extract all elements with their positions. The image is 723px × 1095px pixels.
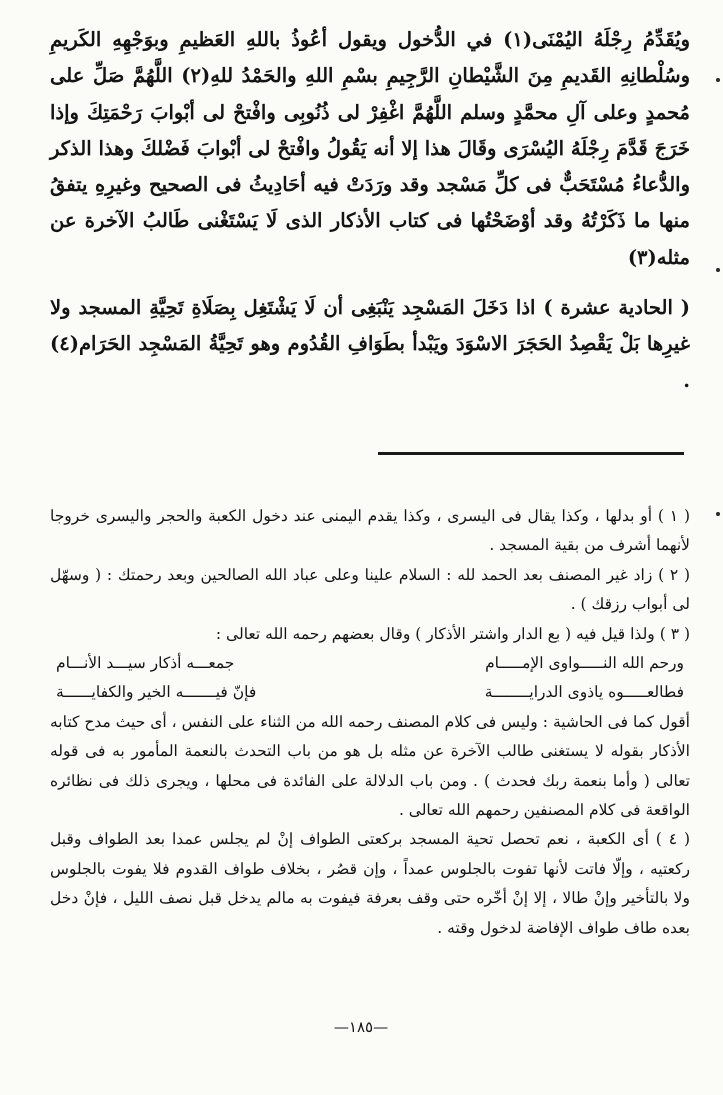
footnote-1: ( ١ ) أو بدلها ، وكذا يقال فى اليسرى ، وكذا يقدم اليمنى عند دخول الكعبة والحجر واليسرى خروجا لأنهما أشرف من بقية المسجد .	[50, 507, 690, 555]
footnotes	[50, 502, 690, 943]
footnote-4: ( ٤ ) أى الكعبة ، نعم تحصل تحية المسجد بركعتى الطواف إنْ لم يجلس عمدا بعد الطواف وقبل ركعتيه ، وإلّا فاتت لأنها تفوت بالجلوس عمداً ، وإن قصُر ، بخلاف طواف القدوم فلا يفوت بالجلوس ولا بالتأخير وإنْ طالا ، إلا إنْ أخّره حتى وقف بعرفة فيفوت به مالم يدخل قبل نصف الليل ، فإنْ دخل بعده طاف طواف الإفاضة لدخول وقته .	[50, 830, 690, 937]
footnote-3-body: أقول كما فى الحاشية : وليس فى كلام المصنف رحمه الله من الثناء على النفس ، أى حيث مدح كتابه الأذكار بقوله لا يستغنى طالب الآخرة عن مثله بل هو من باب التحدث بالنعمة المأمور به فى قوله تعالى ( وأما بنعمة ربك فحدث ) . ومن باب الدلالة على الفائدة فى محلها ، ويجرى ذلك فى نظائره الواقعة فى كلام المصنفين رحمهم الله تعالى .	[50, 712, 690, 820]
footnote-3-intro: ( ٣ ) ولذا قيل فيه ( بع الدار واشتر الأذكار ) وقال بعضهم رحمه الله تعالى :	[215, 624, 690, 643]
scan-speck	[716, 268, 720, 272]
footnote-divider	[378, 452, 684, 455]
scan-speck	[716, 78, 720, 82]
main-text	[50, 22, 690, 399]
verse-1-first-hemistich: ورحم الله النـــــواوى الإمـــــام	[485, 654, 684, 673]
verse-line-1	[50, 649, 690, 678]
main-paragraph-1: ويُقَدِّمُ رِجْلَهُ اليُمْنَى(١) في الدُّخول ويقول أعُوذُ باللهِ العَظيمِ وبوَجْهِهِ الكَريمِ وسُلْطانِهِ القَديمِ مِنَ الشَّيْطانِ الرَّجِيمِ بسْمِ اللهِ والحَمْدُ للهِ(٢) اللَّهُمَّ صَلِّ على مُحمدٍ وعلى آلِ محمَّدٍ وسلم اللَّهُمَّ اغْفِرْ لى ذُنُوبِى وافْتحْ لى أبْوابَ رَحْمَتِكَ وإذا خَرَجَ قَدَّمَ رِجْلَهُ اليُسْرَى وقَالَ هذا إلا أنه يَقُولُ وافْتحْ لى أبْوابَ فَضْلكَ وهذا الذكر والدُّعاءُ مُسْتَحَبٌّ فى كلِّ مَسْجد وقد ورَدَتْ فيه أحَادِيثُ فى الصحيح وغيرِهِ يتفقُ منها ما ذَكَرْتُهُ وقد أوْضَحْتُها فى كتاب الأذكار الذى لَا يَسْتَغْنى طَالبُ الآخرة عن مثله(٣)	[50, 28, 691, 269]
main-paragraph-2: ( الحادية عشرة ) اذا دَخَلَ المَسْجِد يَنْبَغِى أن لَا يَشْتَغِل بِصَلَاةِ تَحِيَّةِ المسجد ولا غيرِها بَلْ يَقْصِدُ الحَجَرَ الاسْوَدَ ويَبْدأ بطَوَافِ القُدُوم وهو تَحِيَّةُ المَسْجِد الحَرَام(٤) .	[50, 296, 690, 392]
verse-2-second-hemistich: فإنّ فيـــــــه الخير والكفايــــــة	[56, 683, 257, 702]
verse-2-first-hemistich: فطالعـــــوه ياذوى الدرايــــــــة	[484, 683, 684, 702]
verse-line-2	[50, 678, 690, 707]
page-number: —١٨٥—	[333, 1018, 389, 1036]
footnote-2: ( ٢ ) زاد غير المصنف بعد الحمد لله : السلام علينا وعلى عباد الله الصالحين وبعد رحمتك : ( وسهّل لى أبواب رزقك ) .	[50, 565, 690, 614]
verse-1-second-hemistich: جمعـــه أذكار سيـــد الأنـــام	[56, 654, 235, 673]
scan-speck	[716, 512, 720, 516]
